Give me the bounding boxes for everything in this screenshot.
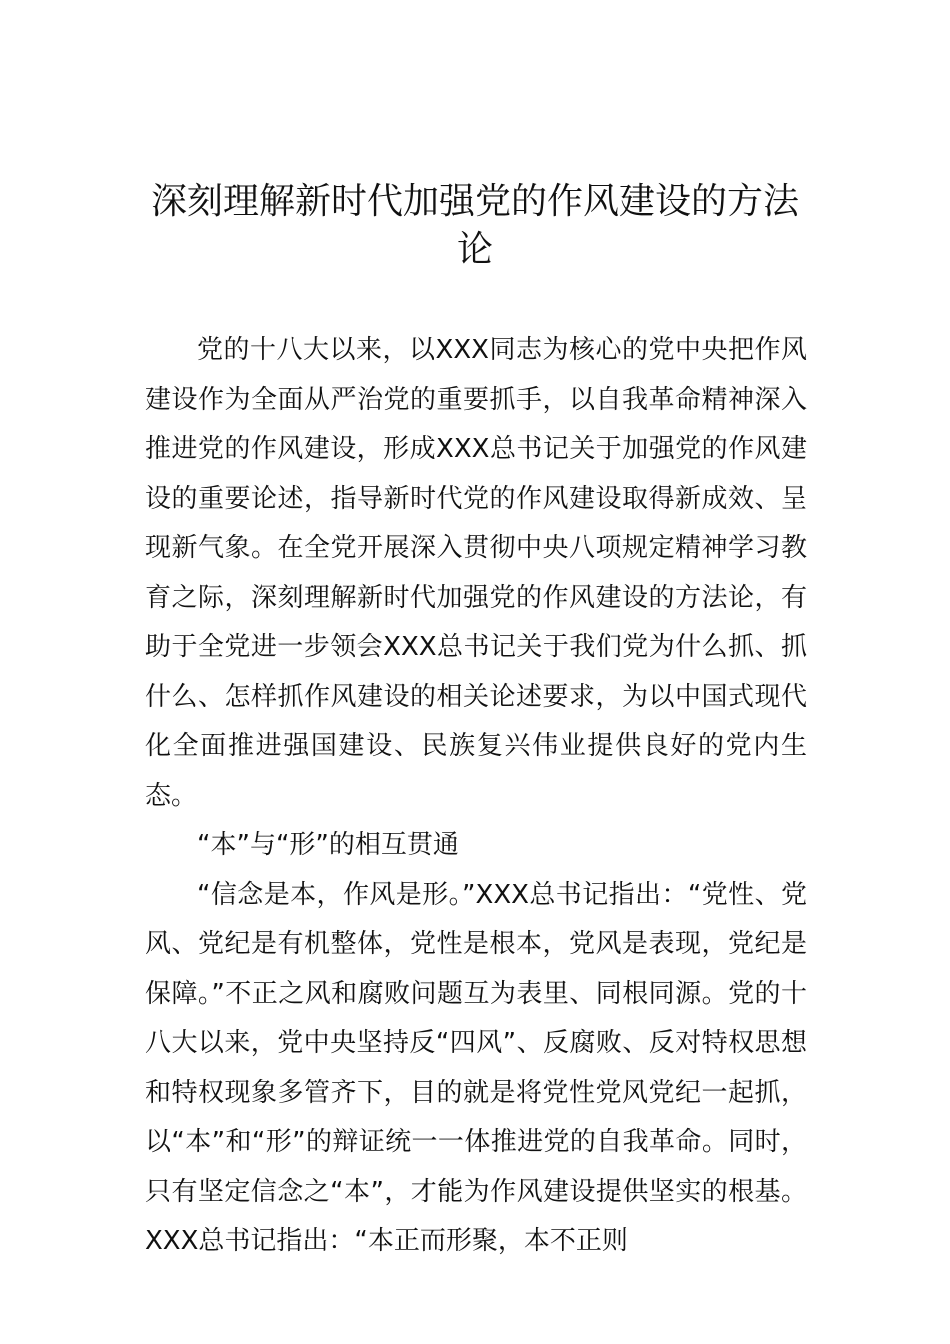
section-heading: “本”与“形”的相互贯通 — [197, 830, 459, 860]
document-title: 深刻理解新时代加强党的作风建设的方法论 — [150, 181, 799, 270]
section-paragraph: “信念是本，作风是形。”XXX总书记指出：“党性、党风、党纪是有机整体，党性是根本，党风是表现，党纪是保障。”不正之风和腐败问题互为表里、同根同源。党的十八大以来，党中央坚持反“四风”、反腐败、反对特权思想和特权现象多管齐下，目的就是将党性党风党纪一起抓，以“本”和“形”的辩证统一一体推进党的自我革命。同时，只有坚定信念之“本”，才能为作风建设提供坚实的根基。XXX总书记指出：“本正而形聚，本不正则 — [145, 879, 807, 1256]
document-body — [145, 326, 807, 1267]
intro-paragraph: 党的十八大以来，以XXX同志为核心的党中央把作风建设作为全面从严治党的重要抓手，以自我革命精神深入推进党的作风建设，形成XXX总书记关于加强党的作风建设的重要论述，指导新时代党的作风建设取得新成效、呈现新气象。在全党开展深入贯彻中央八项规定精神学习教育之际，深刻理解新时代加强党的作风建设的方法论，有助于全党进一步领会XXX总书记关于我们党为什么抓、抓什么、怎样抓作风建设的相关论述要求，为以中国式现代化全面推进强国建设、民族复兴伟业提供良好的党内生态。 — [145, 335, 807, 811]
